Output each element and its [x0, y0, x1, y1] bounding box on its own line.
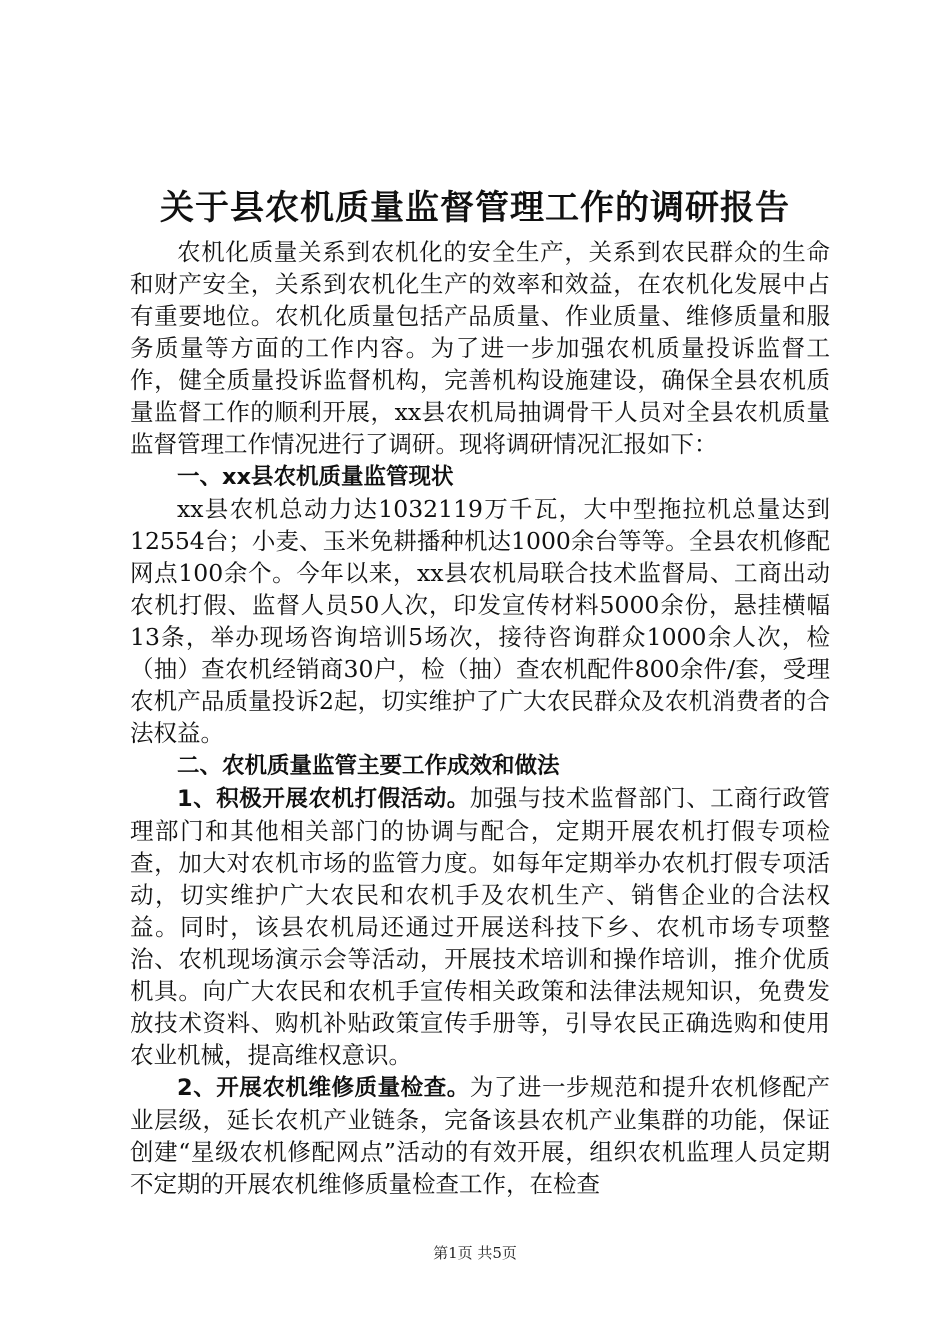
section-1-paragraph: xx县农机总动力达1032119万千瓦，大中型拖拉机总量达到12554台；小麦、玉米免耕播种机达1000余台等等。全县农机修配网点100余个。今年以来，xx县农机局联合技术监督局、工商出动农机打假、监督人员50人次，印发宣传材料5000余份，悬挂横幅13条，举办现场咨询培训5场次，接待咨询群众1000余人次，检（抽）查农机经销商30户，检（抽）查农机配件800余件/套，受理农机产品质量投诉2起，切实维护了广大农民群众及农机消费者的合法权益。 [130, 495, 830, 747]
intro-paragraph: 农机化质量关系到农机化的安全生产，关系到农民群众的生命和财产安全，关系到农机化生产的效率和效益，在农机化发展中占有重要地位。农机化质量包括产品质量、作业质量、维修质量和服务质量等方面的工作内容。为了进一步加强农机质量投诉监督工作，健全质量投诉监督机构，完善机构设施建设，确保全县农机质量监督工作的顺利开展，xx县农机局抽调骨干人员对全县农机质量监督管理工作情况进行了调研。现将调研情况汇报如下： [130, 238, 830, 458]
section-heading-2 [130, 749, 830, 782]
item-2-paragraph [130, 1071, 830, 1200]
section-heading-2-text: 二、农机质量监管主要工作成效和做法 [177, 753, 560, 779]
item-2-text: 为了进一步规范和提升农机修配产业层级，延长农机产业链条，完备该县农机产业集群的功能，保证创建“星级农机修配网点”活动的有效开展，组织农机监理人员定期不定期的开展农机维修质量检查工作，在检查 [130, 1073, 831, 1198]
item-1-text: 加强与技术监督部门、工商行政管理部门和其他相关部门的协调与配合，定期开展农机打假专项检查，加大对农机市场的监管力度。如每年定期举办农机打假专项活动，切实维护广大农民和农机手及农机生产、销售企业的合法权益。同时，该县农机局还通过开展送科技下乡、农机市场专项整治、农机现场演示会等活动，开展技术培训和操作培训，推介优质机具。向广大农民和农机手宣传相关政策和法律法规知识，免费发放技术资料、购机补贴政策宣传手册等，引导农民正确选购和使用农业机械，提高维权意识。 [130, 784, 831, 1069]
item-1-paragraph [130, 782, 830, 1071]
document-body [130, 236, 830, 1200]
item-1-lead: 1、积极开展农机打假活动。 [177, 786, 470, 812]
page-footer: 第1页 共5页 [433, 1244, 517, 1262]
section-heading-1 [130, 460, 830, 493]
document-title: 关于县农机质量监督管理工作的调研报告 [160, 188, 790, 228]
section-heading-1-text: 一、xx县农机质量监管现状 [177, 464, 454, 490]
item-2-lead: 2、开展农机维修质量检查。 [177, 1075, 470, 1101]
